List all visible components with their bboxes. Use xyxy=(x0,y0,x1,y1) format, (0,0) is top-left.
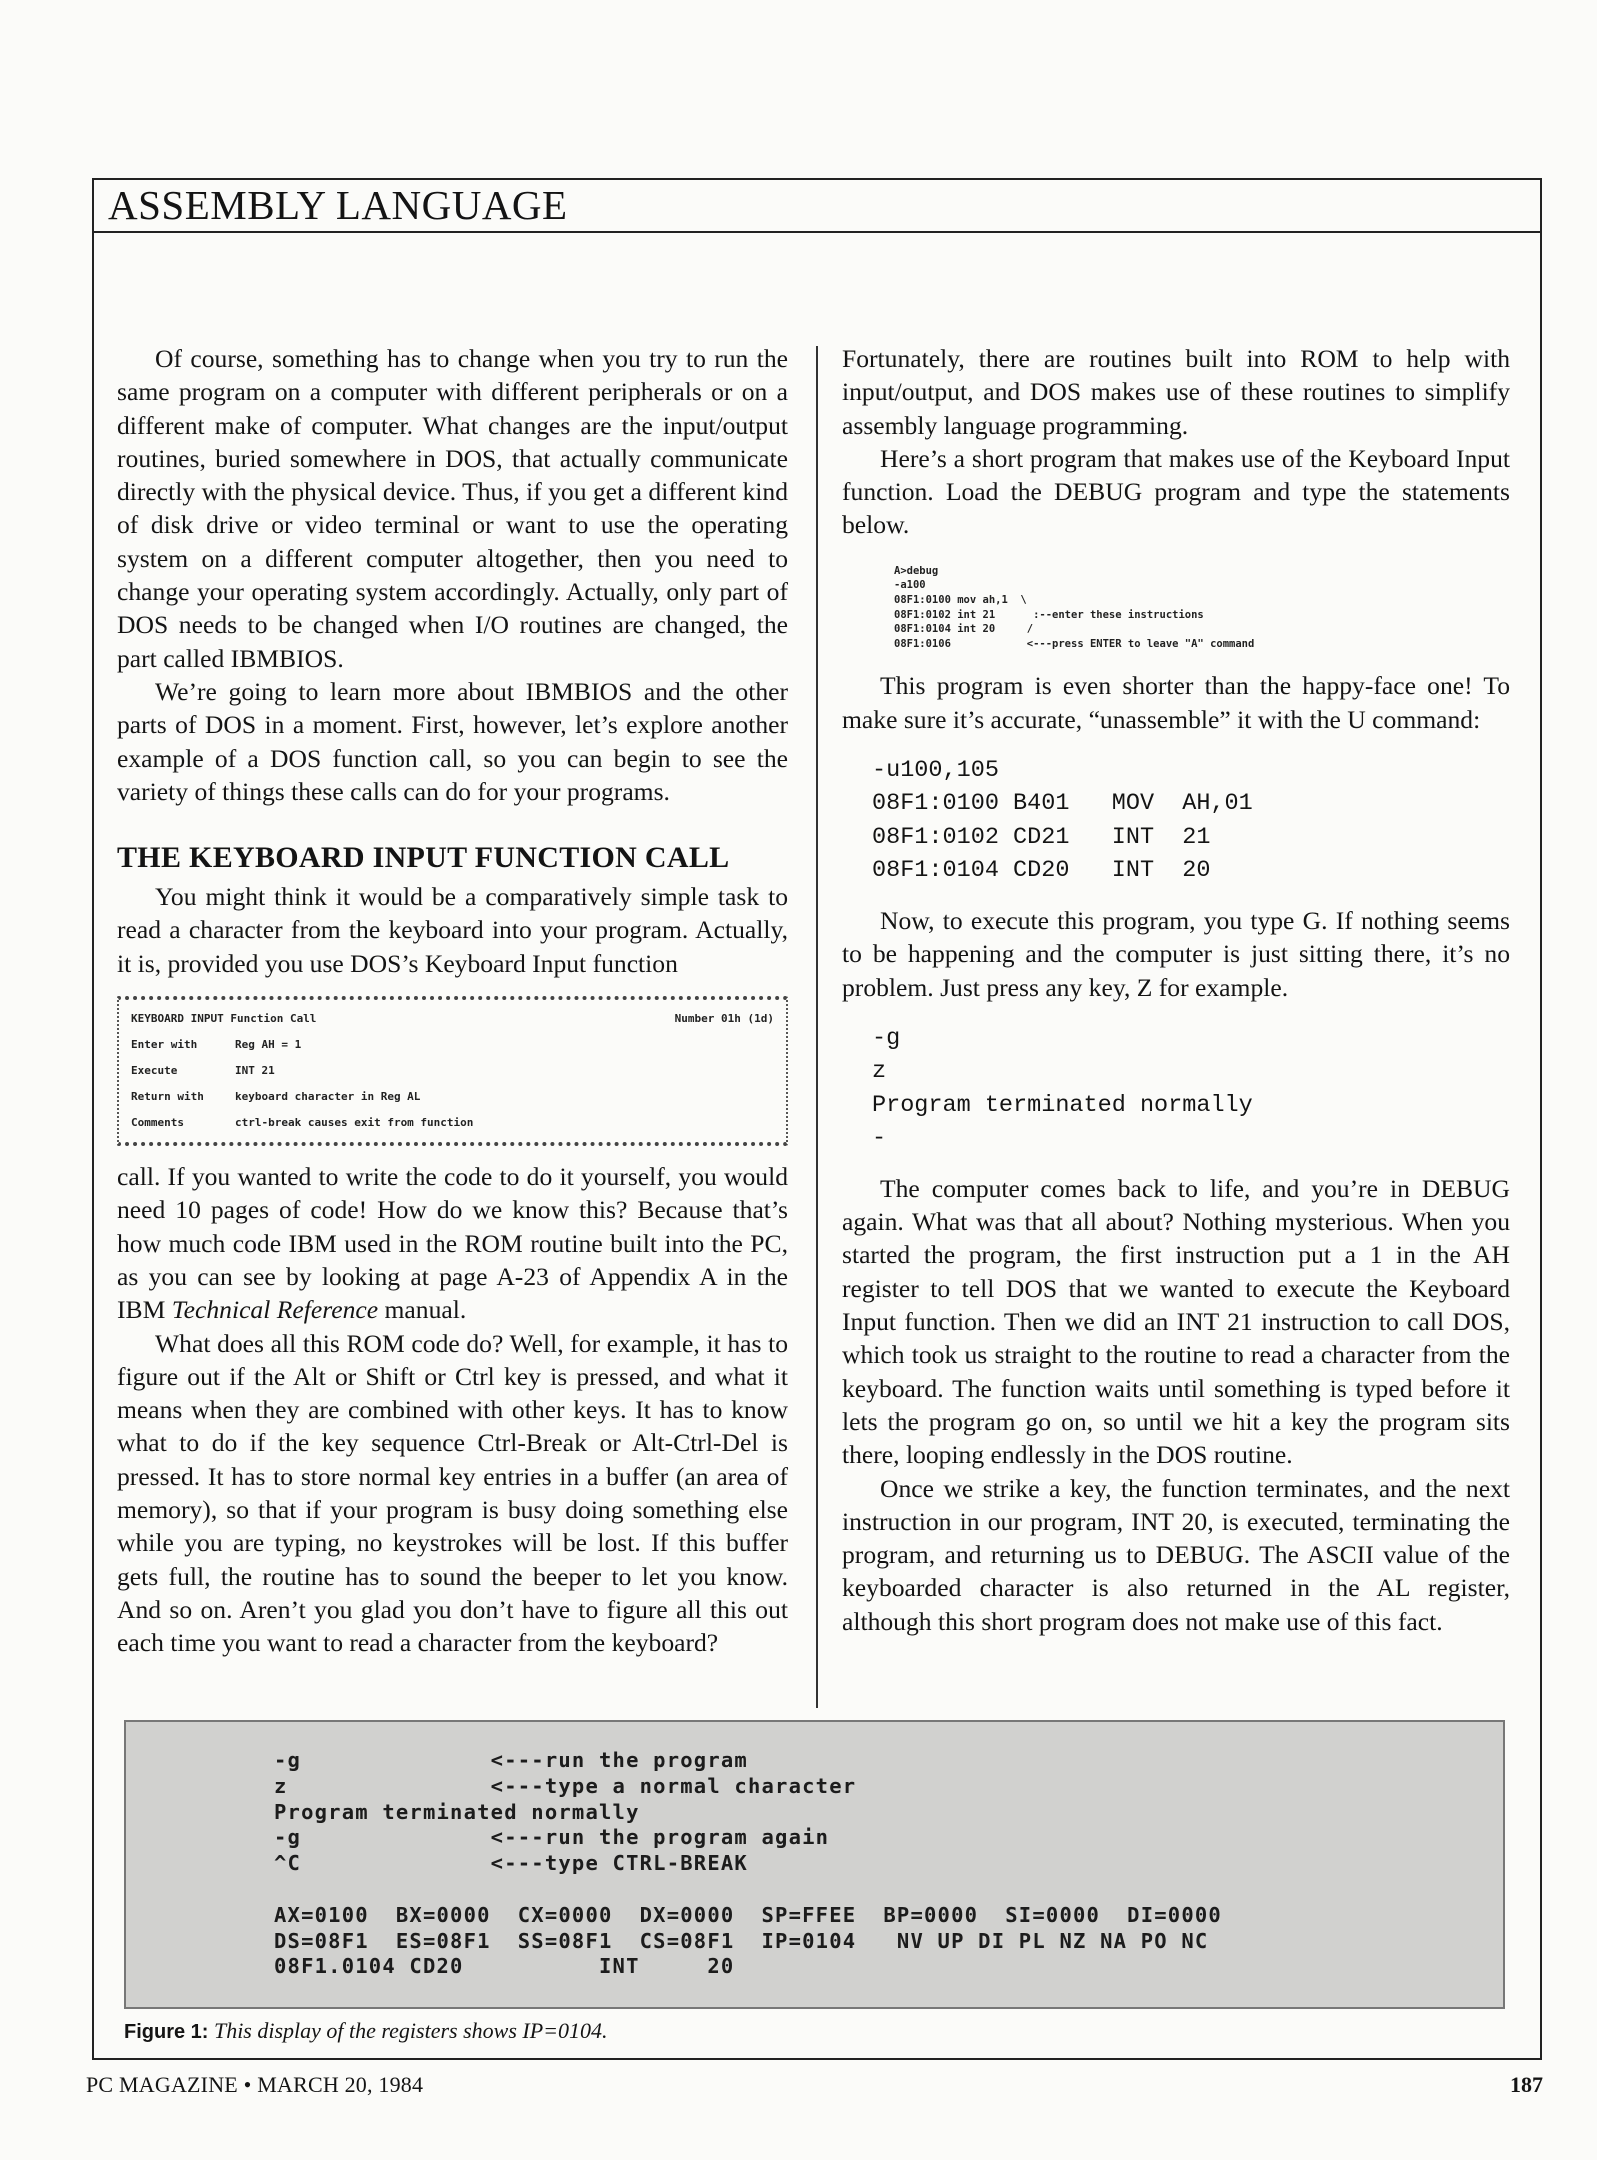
text-run: manual. xyxy=(384,1295,467,1325)
box-label: Return with xyxy=(131,1090,204,1104)
paragraph xyxy=(117,1160,788,1326)
right-column xyxy=(842,342,1510,1638)
box-title: KEYBOARD INPUT Function Call xyxy=(131,1012,317,1026)
paragraph: Here’s a short program that makes use of the Keyboard Input function. Load the DEBUG program and type the statements below. xyxy=(842,443,1510,540)
paragraph: This program is even shorter than the happy-face one! To make sure it’s accurate, “unassemble” it with the U command: xyxy=(842,671,1510,734)
unassemble-listing: -u100,105 08F1:0100 B401 MOV AH,01 08F1:0102 CD21 INT 21 08F1:0104 CD20 INT 20 xyxy=(872,756,1253,885)
text-run: call. If you wanted to write the code to do it yourself, you would need 10 pages of code! How do we know this? Because that’s how much code IBM used in the ROM routine built into the PC, as you can see by looking at page A-23 of Appendix A in the IBM xyxy=(117,1162,788,1325)
paragraph: Of course, something has to change when you try to run the same program on a computer with different peripherals or on a different make of computer. What changes are the input/output routines, buried somewhere in DOS, that actually communicate directly with the physical device. Thus, if you get a different kind of disk drive or video terminal or want to use the operating system on a different computer altogether, then you need to change your operating system accordingly. Actually, only part of DOS needs to be changed when I/O routines are changed, the part called IBMBIOS. xyxy=(117,344,788,673)
paragraph: The computer comes back to life, and you’re in DEBUG again. What was that all about? Nothing mysterious. When you started the program, the first instruction put a 1 in the AH register to tell DOS that we wanted to execute the Keyboard Input function. Then we did an INT 21 instruction to call DOS, which took us straight to the routine to read a character from the keyboard. The function waits until something is typed before it lets the program go on, so until we hit a key the program sits there, looping endlessly in the DOS routine. xyxy=(842,1173,1510,1470)
box-value: ctrl-break causes exit from function xyxy=(235,1116,474,1130)
section-title: ASSEMBLY LANGUAGE xyxy=(92,178,1542,233)
column-divider xyxy=(816,346,818,1708)
paragraph: We’re going to learn more about IBMBIOS and the other parts of DOS in a moment. First, however, let’s explore another example of a DOS function call, so you can begin to see the variety of things these calls can do for your programs. xyxy=(117,676,788,806)
caption-label: Figure 1: xyxy=(124,2021,209,2043)
paragraph: Fortunately, there are routines built into ROM to help with input/output, and DOS makes use of these routines to simplify assembly language programming. xyxy=(842,344,1510,440)
box-value: INT 21 xyxy=(235,1064,275,1078)
box-label: Comments xyxy=(131,1116,184,1130)
paragraph: You might think it would be a comparatively simple task to read a character from the keyboard into your program. Actually, it is, provided you use DOS’s Keyboard Input function xyxy=(117,882,788,978)
left-column xyxy=(117,342,788,1660)
box-value: keyboard character in Reg AL xyxy=(235,1090,421,1104)
italic-title: Technical Reference xyxy=(171,1295,379,1325)
box-label: Execute xyxy=(131,1064,178,1078)
footer-publication: PC MAGAZINE • MARCH 20, 1984 xyxy=(86,2072,424,2097)
box-label: Enter with xyxy=(131,1038,198,1052)
caption-text: This display of the registers shows IP=0104. xyxy=(213,2018,608,2043)
function-call-box xyxy=(117,996,788,1146)
box-number: Number 01h (1d) xyxy=(674,1012,774,1026)
debug-listing: A>debug -a100 08F1:0100 mov ah,1 \ 08F1:0102 int 21 :--enter these instructions 08F1:0104 int 20 / 08F1:0106 <---press ENTER to leave "A" command xyxy=(894,564,1255,650)
paragraph: Now, to execute this program, you type G. If nothing seems to be happening and the computer is just sitting there, it’s no problem. Just press any key, Z for example. xyxy=(842,905,1510,1002)
figure-caption xyxy=(124,2018,608,2044)
paragraph: What does all this ROM code do? Well, for example, it has to figure out if the Alt or Shift or Ctrl key is pressed, and what it means when they are combined with other keys. It has to know what to do if the key sequence Ctrl-Break or Alt-Ctrl-Del is pressed. It has to store normal key entries in a buffer (an area of memory), so that if your program is busy doing something else while you are typing, no keystrokes will be lost. If this buffer gets full, the routine has to sound the beeper to let you know. And so on. Aren’t you glad you don’t have to figure all this out each time you want to read a character from the keyboard? xyxy=(117,1328,788,1658)
run-listing: -g z Program terminated normally - xyxy=(872,1024,1253,1153)
paragraph: Once we strike a key, the function terminates, and the next instruction in our program, INT 20, is executed, terminating the program, and returning us to DEBUG. The ASCII value of the keyboarded character is also returned in the AL register, although this short program does not make use of this fact. xyxy=(842,1473,1510,1636)
figure-screen-text: -g <---run the program z <---type a normal character Program terminated normally -g <---run the program again ^C <---type CTRL-BREAK AX=0100 BX=0000 CX=0000 DX=0000 SP=FFEE BP=0000 SI=0000 DI=0000 DS=08F1 ES=08F1 SS=08F1 CS=08F1 IP=0104 NV UP DI PL NZ NA PO NC 08F1.0104 CD20 INT 20 xyxy=(274,1748,1222,1979)
page-number: 187 xyxy=(1510,2072,1543,2097)
box-value: Reg AH = 1 xyxy=(235,1038,302,1052)
figure-screen xyxy=(124,1720,1505,2009)
subheading: THE KEYBOARD INPUT FUNCTION CALL xyxy=(117,841,730,875)
